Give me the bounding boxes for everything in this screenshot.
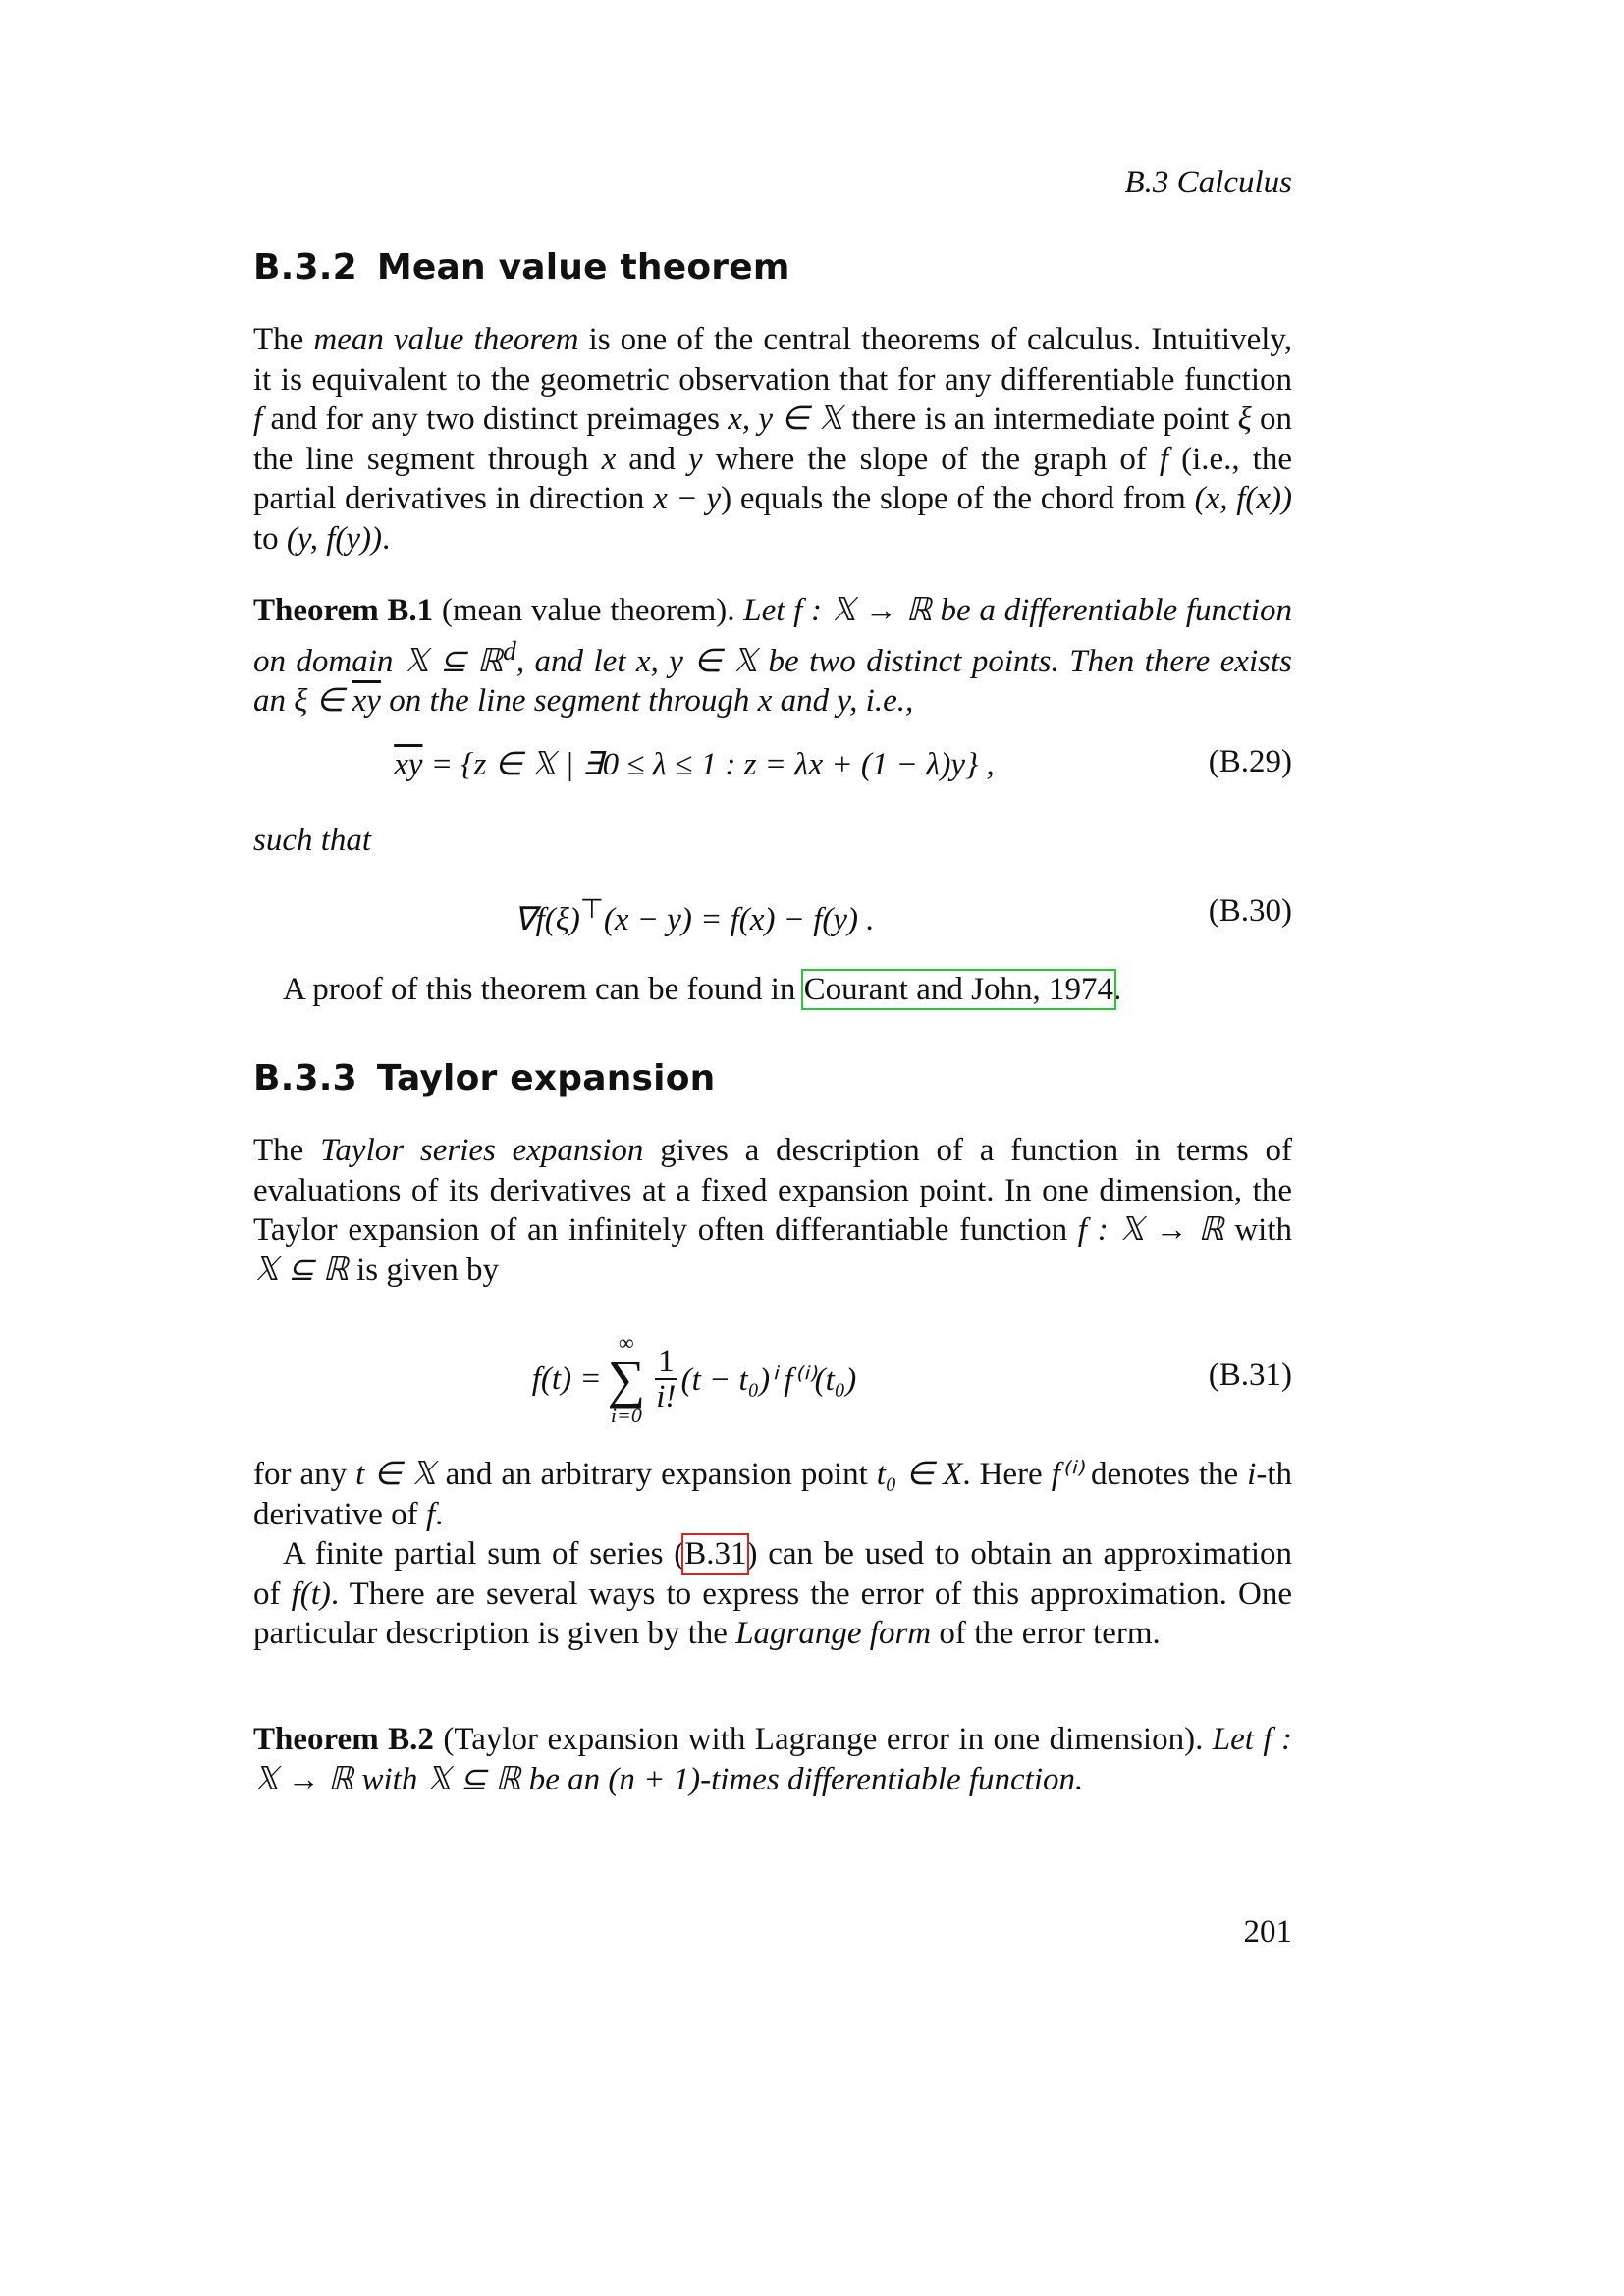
equation-reference-link[interactable]: B.31 xyxy=(684,1536,747,1572)
equation-b30: ∇f(ξ)⊤(x − y) = f(x) − f(y) . (B.30) xyxy=(514,893,1292,937)
section-title: Mean value theorem xyxy=(376,247,790,288)
running-head: B.3 Calculus xyxy=(1124,165,1292,200)
equation-tag: (B.29) xyxy=(1208,744,1292,779)
section-title: Taylor expansion xyxy=(376,1058,716,1098)
mvt-intro-paragraph: The mean value theorem is one of the central theorems of calculus. Intuitively, it is equivalent to the geometric observation that for any differentiable function f and for any two distinct preimages x, y ∈ 𝕏 there is an intermediate point ξ on the line segment through x and y where the slope of the graph of f (i.e., the partial derivatives in direction x − y) equals the slope of the chord from (x, f(x)) to (y, f(y)). xyxy=(253,322,1293,557)
theorem-name: (mean value theorem). xyxy=(441,593,735,628)
equation-b31: f(t) = ∞ ∑ i=0 $\frac{1}{i!}$ (t − t₀)ⁱ f⁽ⁱ⁾(t₀) (B.31) xyxy=(531,1330,1292,1427)
taylor-intro-paragraph: The Taylor series expansion gives a description of a function in terms of evaluations of its derivatives at a fixed expansion point. In one dimension, the Taylor expansion of an infinitely often differantiable function f : 𝕏 → ℝ with 𝕏 ⊆ ℝ is given by xyxy=(253,1133,1292,1288)
theorem-b1: Theorem B.1 (mean value theorem). Let f : 𝕏 → ℝ be a differentiable function on domain 𝕏 ⊆ ℝ$^d$, and let x, y ∈ 𝕏 be two distinct points. Then there exists an ξ ∈ $\overline{xy}$ on the line segment through x and y, i.e., xyxy=(253,593,1293,719)
segment-symbol: $\overline{xy}$ xyxy=(394,747,423,782)
such-that-text: such that xyxy=(253,823,372,858)
equation-tag: (B.30) xyxy=(1208,893,1292,929)
equation-b29: $\overline{xy} = \{z$ ∈ 𝕏 | ∃0 ≤ λ ≤ 1 : z = λx + (1 − λ)y} , (B.29) xyxy=(394,744,1292,782)
mvt-proof-paragraph: A proof of this theorem can be found in Courant and John, 1974. xyxy=(283,972,1122,1007)
taylor-partial-paragraph: A finite partial sum of series (B.31) can be used to obtain an approximation of f(t). There are several ways to express the error of this approximation. One particular description is given by the Lagrange form of the error term. xyxy=(253,1536,1293,1651)
equation-tag: (B.31) xyxy=(1208,1358,1292,1393)
section-number: B.3.3 xyxy=(253,1058,357,1098)
taylor-after-paragraph: for any t ∈ 𝕏 and an arbitrary expansion point t₀ ∈ X. Here f⁽ⁱ⁾ denotes the i-th derivative of f. xyxy=(253,1457,1292,1532)
theorem-name: (Taylor expansion with Lagrange error in one dimension). xyxy=(443,1722,1204,1757)
section-number: B.3.2 xyxy=(253,247,357,288)
fraction: $\frac{1}{i!}$ xyxy=(656,1344,677,1415)
theorem-label: Theorem B.1 xyxy=(253,593,434,628)
theorem-b2: Theorem B.2 (Taylor expansion with Lagrange error in one dimension). Let f : 𝕏 → ℝ with 𝕏 ⊆ ℝ be an (n + 1)-times differentiable function. xyxy=(253,1722,1293,1797)
citation-link[interactable]: Courant and John, 1974 xyxy=(803,972,1113,1007)
page-number: 201 xyxy=(1243,1914,1292,1949)
theorem-label: Theorem B.2 xyxy=(253,1722,434,1757)
section-heading-mvt xyxy=(253,247,790,288)
summation: ∞ ∑ i=0 xyxy=(607,1330,646,1427)
section-heading-taylor xyxy=(253,1058,715,1098)
